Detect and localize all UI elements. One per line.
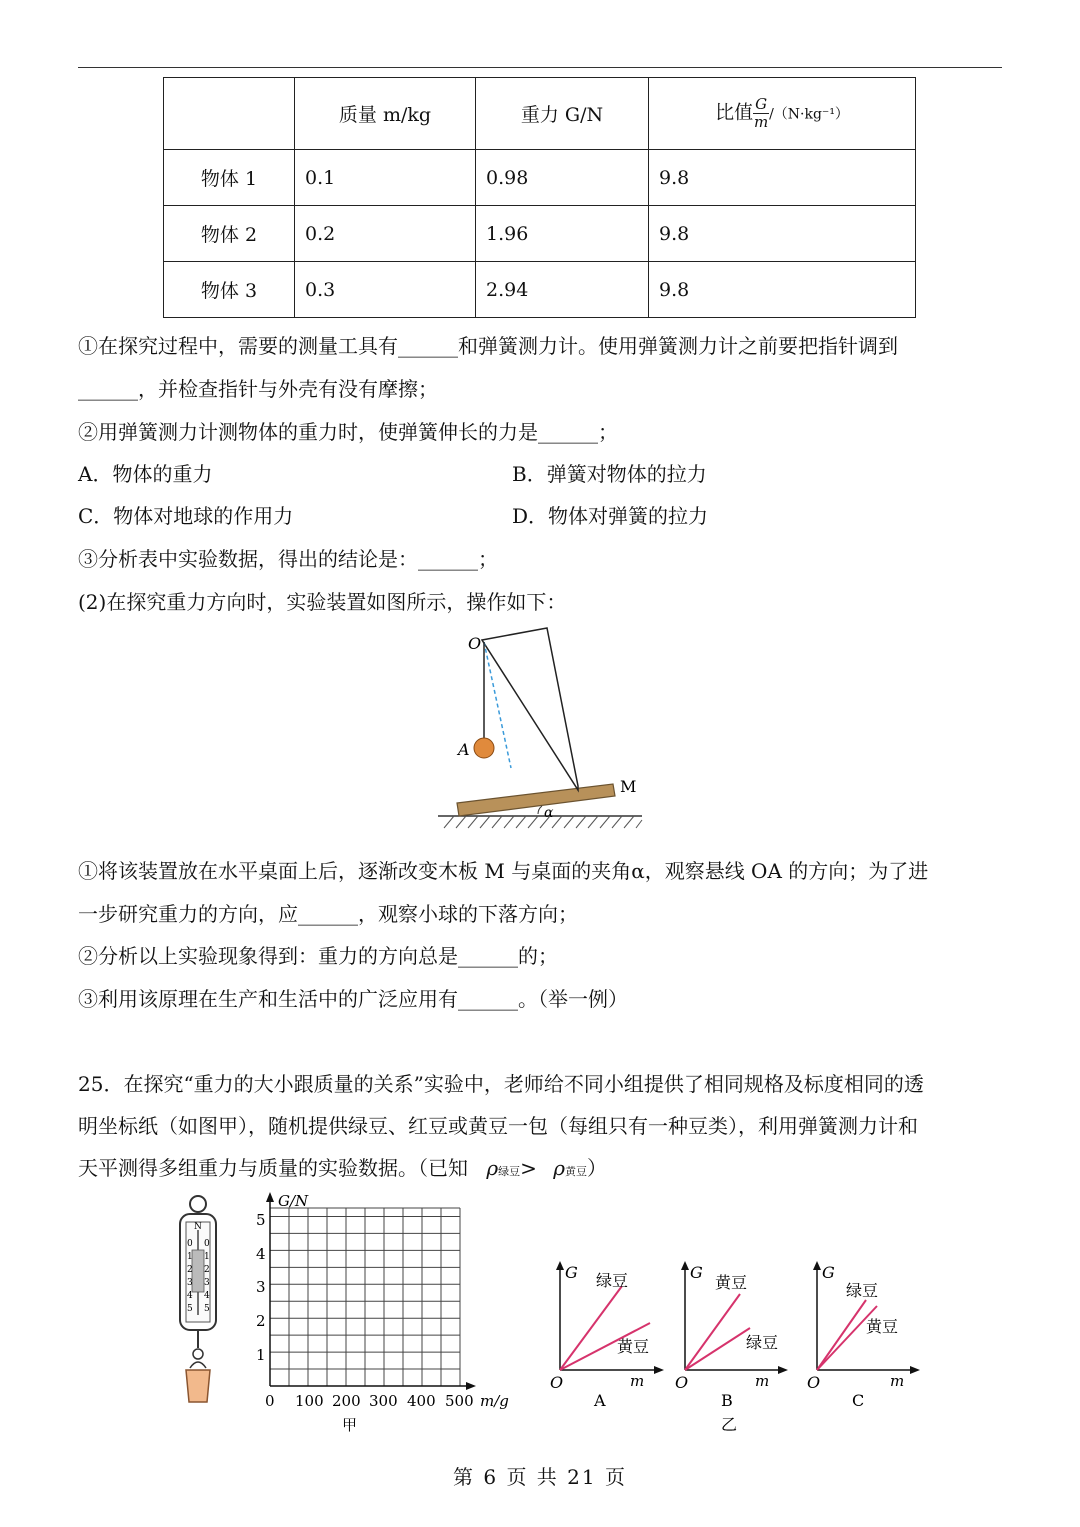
header-cell (164, 78, 295, 150)
graph-c-lower-line (817, 1306, 877, 1370)
text-line-2: ______，并检查指针与外壳有没有摩擦； (78, 377, 438, 401)
scale-tick-right: 0 (204, 1239, 210, 1249)
table-header-row (164, 78, 916, 150)
ratio-denominator: m (753, 113, 769, 131)
grid-x-label: m/g (480, 1392, 509, 1410)
grid-x-tick: 400 (407, 1392, 436, 1410)
table-cell: 0.98 (476, 150, 649, 206)
option-c: C．物体对地球的作用力 (78, 504, 294, 528)
page-footer: 第 6 页 共 21 页 (453, 1465, 627, 1489)
graph-c-upper-label: 绿豆 (846, 1281, 879, 1300)
scale-tick-right: 5 (204, 1304, 210, 1314)
table-cell: 9.8 (649, 206, 916, 262)
grid-x-tick: 200 (332, 1392, 361, 1410)
header-gravity: 重力 G/N (476, 78, 649, 150)
graph-b-lower-label: 绿豆 (746, 1333, 779, 1352)
table-row (164, 262, 916, 318)
question-25-text: 天平测得多组重力与质量的实验数据。（已知 (78, 1156, 468, 1180)
text-line-9: ③利用该原理在生产和生活中的广泛应用有______。（举一例） (78, 987, 628, 1011)
table-cell: 物体 1 (164, 150, 295, 206)
label-alpha: α (544, 805, 554, 821)
graphs-figure (540, 1258, 920, 1438)
scale-tick-left: 5 (187, 1304, 193, 1314)
text-line-3: ②用弹簧测力计测物体的重力时，使弹簧伸长的力是______； (78, 420, 618, 444)
scale-tick-left: 2 (187, 1265, 193, 1275)
option-d: D．物体对弹簧的拉力 (512, 504, 709, 528)
table-cell: 0.2 (295, 206, 476, 262)
origin-label: O (675, 1373, 689, 1392)
grid-x-tick: 100 (295, 1392, 324, 1410)
graph-a (550, 1261, 664, 1410)
text-line-5: (2)在探究重力方向时，实验装置如图所示，操作如下： (78, 590, 567, 614)
table-cell: 0.1 (295, 150, 476, 206)
ratio-word: 比值 (715, 101, 754, 124)
option-a: A．物体的重力 (78, 462, 213, 486)
origin-label: O (550, 1373, 564, 1392)
ratio-numerator: G (755, 95, 768, 113)
bucket (186, 1370, 210, 1402)
table-cell: 物体 2 (164, 206, 295, 262)
greater-than: > (520, 1156, 537, 1180)
table-cell: 物体 3 (164, 262, 295, 318)
graph-c-upper-line (817, 1300, 866, 1370)
rho-2: ρ (553, 1156, 566, 1180)
header-mass: 质量 m/kg (295, 78, 476, 150)
grid-y-tick: 1 (256, 1346, 266, 1364)
graph-a-upper-label: 绿豆 (596, 1271, 629, 1290)
axis-g-label: G (690, 1263, 703, 1282)
closing-paren: ） (587, 1156, 608, 1180)
pendulum-figure (430, 620, 650, 840)
grid-caption: 甲 (342, 1416, 358, 1434)
rho-2-sub: 黄豆 (565, 1165, 588, 1178)
grid-y-tick: 3 (256, 1278, 266, 1296)
table-cell: 1.96 (476, 206, 649, 262)
top-rule (78, 67, 1002, 68)
table-cell: 9.8 (649, 150, 916, 206)
graph-b (675, 1261, 788, 1434)
grid-paper (256, 1192, 509, 1434)
graph-c (807, 1261, 920, 1410)
ratio-fraction (753, 96, 769, 131)
stand-frame (482, 628, 578, 790)
graph-b-lower-line (685, 1328, 750, 1370)
grid-y-tick: 2 (256, 1312, 266, 1330)
scale-tick-right: 1 (204, 1252, 210, 1262)
scale-tick-right: 4 (204, 1291, 210, 1301)
scale-tick-left: 3 (187, 1278, 193, 1288)
question-25-line-3 (78, 1152, 607, 1181)
grid-y-tick: 4 (256, 1245, 266, 1263)
axis-g-label: G (822, 1263, 835, 1282)
table-cell: 2.94 (476, 262, 649, 318)
graph-a-letter: A (594, 1391, 606, 1410)
scale-tick-left: 1 (187, 1252, 193, 1262)
grid-x-tick: 500 (445, 1392, 474, 1410)
grid-y-label: G/N (278, 1192, 309, 1210)
graph-a-upper-line (560, 1286, 622, 1370)
data-table (163, 77, 916, 318)
rho-1-sub: 绿豆 (498, 1165, 521, 1178)
grid-y-tick: 5 (256, 1211, 266, 1229)
grid-x-tick: 300 (369, 1392, 398, 1410)
axis-g-label: G (565, 1263, 578, 1282)
text-line-6: ①将该装置放在水平桌面上后，逐渐改变木板 M 与桌面的夹角α，观察悬线 OA 的方向；为了进 (78, 859, 929, 883)
scale-tick-left: 0 (187, 1239, 193, 1249)
label-a: A (458, 740, 470, 759)
table-cell: 0.3 (295, 262, 476, 318)
origin-label: O (807, 1373, 821, 1392)
text-line-1: ①在探究过程中，需要的测量工具有______和弹簧测力计。使用弹簧测力计之前要把指针调到 (78, 334, 898, 358)
spring-scale (180, 1196, 216, 1402)
scale-tick-right: 3 (204, 1278, 210, 1288)
text-line-8: ②分析以上实验现象得到：重力的方向总是______的； (78, 944, 558, 968)
label-m: M (620, 777, 637, 796)
question-25-line-2: 明坐标纸（如图甲），随机提供绿豆、红豆或黄豆一包（每组只有一种豆类），利用弹簧测力计和 (78, 1114, 918, 1138)
graph-b-upper-label: 黄豆 (715, 1273, 748, 1292)
axis-m-label: m (890, 1372, 905, 1390)
header-ratio (649, 78, 916, 150)
text-line-7: 一步研究重力的方向，应______，观察小球的下落方向； (78, 902, 578, 926)
hatched-ground (438, 816, 642, 828)
scale-tick-right: 2 (204, 1265, 210, 1275)
spring-scale-and-grid-figure (170, 1190, 520, 1440)
option-b: B．弹簧对物体的拉力 (512, 462, 707, 486)
graph-a-lower-label: 黄豆 (617, 1337, 650, 1356)
label-o: O (468, 634, 482, 653)
graph-c-lower-label: 黄豆 (866, 1317, 899, 1336)
axis-m-label: m (630, 1372, 645, 1390)
scale-tick-left: 4 (187, 1291, 193, 1301)
table-row (164, 150, 916, 206)
question-25-line-1: 25．在探究“重力的大小跟质量的关系”实验中，老师给不同小组提供了相同规格及标度相同的透 (78, 1072, 924, 1096)
rho-1: ρ (486, 1156, 499, 1180)
graph-b-upper-line (685, 1294, 740, 1370)
angle-arc (538, 806, 542, 814)
graphs-caption: 乙 (721, 1415, 738, 1434)
board-m (457, 784, 615, 816)
text-line-4: ③分析表中实验数据，得出的结论是：______； (78, 547, 498, 571)
axis-m-label: m (755, 1372, 770, 1390)
graph-c-letter: C (852, 1391, 865, 1410)
ratio-unit: /（N·kg⁻¹） (769, 106, 849, 123)
ball-a (474, 738, 494, 758)
grid-x-tick: 0 (265, 1392, 275, 1410)
table-row (164, 206, 916, 262)
scale-letter: N (194, 1222, 202, 1232)
table-cell: 9.8 (649, 262, 916, 318)
graph-b-letter: B (721, 1391, 733, 1410)
